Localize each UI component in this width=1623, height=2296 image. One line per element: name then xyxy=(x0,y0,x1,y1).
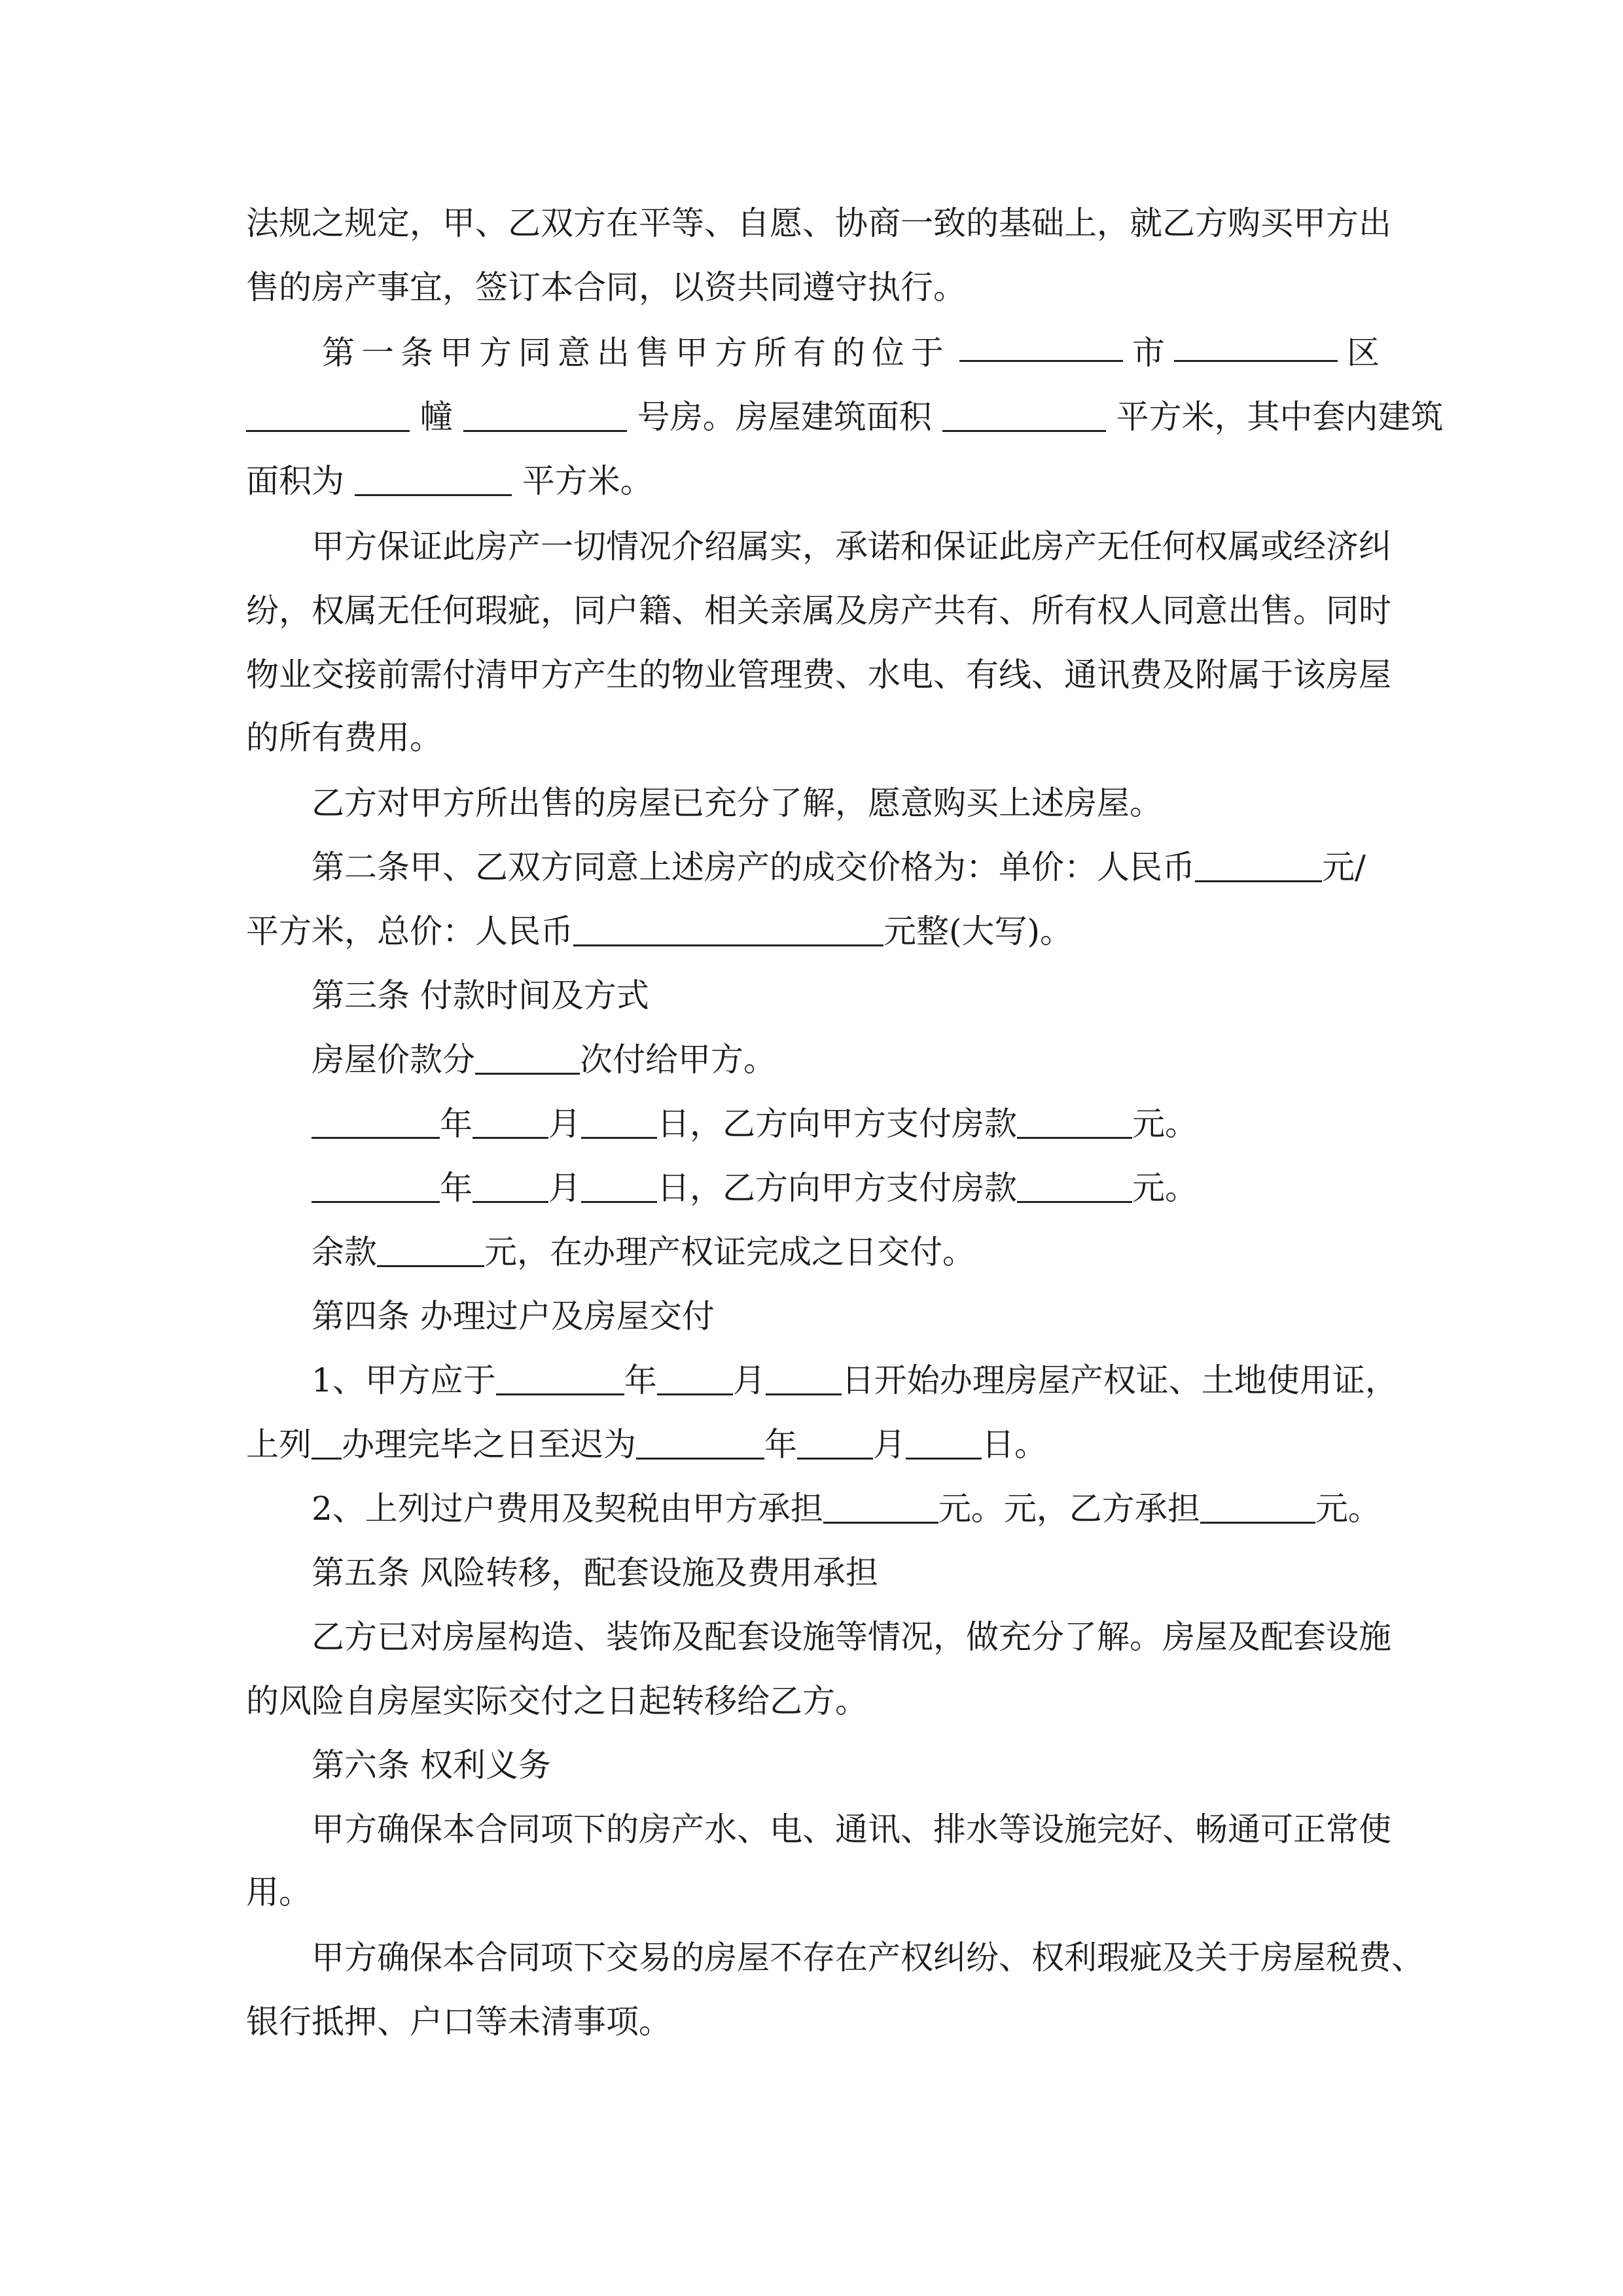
installments-text-b: 次付给甲方。 xyxy=(580,1041,776,1079)
seller-fee-yuan: 元。 xyxy=(938,1490,1004,1528)
payment1-yuan: 元。 xyxy=(1132,1105,1198,1143)
payment-line-2 xyxy=(312,1165,1198,1211)
installments-line xyxy=(312,1037,776,1083)
buyer-fee-blank xyxy=(1200,1492,1315,1524)
district-blank xyxy=(1174,330,1338,362)
installments-text-a: 房屋价款分 xyxy=(312,1041,475,1079)
payment2-text: 日，乙方向甲方支付房款 xyxy=(657,1169,1017,1207)
balance-blank xyxy=(377,1235,484,1267)
article4-item1-line-1 xyxy=(312,1357,1398,1403)
article1-text-inner-area: 面积为 xyxy=(246,462,344,500)
article1-text-building: 幢 xyxy=(419,398,453,436)
installments-blank xyxy=(475,1043,580,1075)
seller-fee-blank xyxy=(823,1492,938,1524)
item1-short-blank xyxy=(312,1427,342,1460)
article2-text-b: 元/ xyxy=(1322,848,1366,886)
article2-text-a: 第二条甲、乙双方同意上述房产的成交价格为：单价：人民币 xyxy=(312,848,1195,886)
guarantee-line-3: 物业交接前需付清甲方产生的物业管理费、水电、有线、通讯费及附属于该房屋 xyxy=(246,656,1391,694)
item1-text-b: 日开始办理房屋产权证、土地使用证， xyxy=(841,1361,1398,1399)
item2-text-a: 2、上列过户费用及契税由甲方承担 xyxy=(312,1490,823,1528)
total-price-blank xyxy=(573,914,883,946)
item1-year-blank xyxy=(496,1363,624,1395)
payment1-text: 日，乙方向甲方支付房款 xyxy=(657,1105,1017,1143)
payment2-year-label: 年 xyxy=(440,1169,473,1207)
article4-title: 第四条 办理过户及房屋交付 xyxy=(312,1297,715,1335)
article1-text-district: 区 xyxy=(1347,334,1380,372)
article6-p1-line-2: 用。 xyxy=(246,1873,312,1911)
article6-p2-line-2: 银行抵押、户口等未清事项。 xyxy=(246,2003,671,2041)
item1-end-day-blank xyxy=(906,1427,982,1460)
article2-line-1 xyxy=(312,844,1366,890)
item1-text-c: 上列 xyxy=(246,1426,312,1463)
balance-text-b: 元，在办理产权证完成之日交付。 xyxy=(484,1233,975,1271)
city-blank xyxy=(959,330,1123,362)
article5-title: 第五条 风险转移，配套设施及费用承担 xyxy=(312,1554,878,1592)
article1-text-a: 第一条甲方同意出售甲方所有的位于 xyxy=(322,334,950,372)
article1-text-area: 号房。房屋建筑面积 xyxy=(637,398,932,436)
unit-price-blank xyxy=(1195,850,1322,882)
payment2-year-blank xyxy=(312,1171,440,1203)
item1-text-a: 1、甲方应于 xyxy=(312,1361,496,1399)
payment2-amount-blank xyxy=(1017,1171,1132,1203)
article6-p2-line-1: 甲方确保本合同项下交易的房屋不存在产权纠纷、权利瑕疵及关于房屋税费、 xyxy=(312,1939,1424,1977)
article2-line-2 xyxy=(246,908,1073,954)
payment2-month-blank xyxy=(473,1171,548,1203)
guarantee-line-4: 的所有费用。 xyxy=(246,719,442,757)
intro-line-1: 法规之规定，甲、乙双方在平等、自愿、协商一致的基础上，就乙方购买甲方出 xyxy=(246,204,1391,242)
payment2-day-blank xyxy=(581,1171,657,1203)
item1-end-year-blank xyxy=(636,1427,764,1460)
payment2-yuan: 元。 xyxy=(1132,1169,1198,1207)
item1-text-d: 办理完毕之日至迟为 xyxy=(342,1426,636,1463)
article1-line-2 xyxy=(246,394,1444,440)
article4-item1-line-2 xyxy=(246,1422,1047,1467)
article5-line-1: 乙方已对房屋构造、装饰及配套设施等情况，做充分了解。房屋及配套设施 xyxy=(312,1618,1391,1656)
article6-title: 第六条 权利义务 xyxy=(312,1746,551,1784)
area-blank xyxy=(942,400,1106,432)
balance-text-a: 余款 xyxy=(312,1233,377,1271)
payment1-amount-blank xyxy=(1017,1107,1132,1139)
article1-text-inner: 平方米，其中套内建筑 xyxy=(1116,398,1444,436)
article1-line-3 xyxy=(246,458,653,504)
balance-line xyxy=(312,1229,975,1275)
payment-line-1 xyxy=(312,1101,1198,1147)
item1-end-month-label: 月 xyxy=(873,1426,906,1463)
guarantee-line-1: 甲方保证此房产一切情况介绍属实，承诺和保证此房产无任何权属或经济纠 xyxy=(312,528,1391,565)
article1-text-city: 市 xyxy=(1132,334,1165,372)
item1-day-blank xyxy=(766,1363,842,1395)
inner-area-blank xyxy=(355,464,512,496)
intro-line-2: 售的房产事宜，签订本合同，以资共同遵守执行。 xyxy=(246,268,966,306)
article3-title: 第三条 付款时间及方式 xyxy=(312,977,649,1014)
buyer-ack: 乙方对甲方所出售的房屋已充分了解，愿意购买上述房屋。 xyxy=(312,784,1162,822)
article2-text-c: 平方米，总价：人民币 xyxy=(246,912,573,950)
article4-item2-line xyxy=(312,1486,1381,1532)
item1-year-label: 年 xyxy=(624,1361,657,1399)
article1-text-sqm: 平方米。 xyxy=(522,462,653,500)
item1-month-label: 月 xyxy=(732,1361,766,1399)
item2-text-b: 元，乙方承担 xyxy=(1003,1490,1200,1528)
building-blank xyxy=(463,400,627,432)
payment1-month-label: 月 xyxy=(548,1105,581,1143)
item1-end-month-blank xyxy=(797,1427,873,1460)
payment1-year-label: 年 xyxy=(440,1105,473,1143)
item1-month-blank xyxy=(657,1363,733,1395)
article2-text-d: 元整(大写)。 xyxy=(883,912,1073,950)
payment1-month-blank xyxy=(473,1107,548,1139)
article6-p1-line-1: 甲方确保本合同项下的房产水、电、通讯、排水等设施完好、畅通可正常使 xyxy=(312,1810,1391,1848)
item1-end-day-label: 日。 xyxy=(982,1426,1047,1463)
guarantee-line-2: 纷，权属无任何瑕疵，同户籍、相关亲属及房产共有、所有权人同意出售。同时 xyxy=(246,592,1391,630)
buyer-fee-yuan: 元。 xyxy=(1315,1490,1381,1528)
payment1-day-blank xyxy=(581,1107,657,1139)
article1-line-1 xyxy=(322,330,1380,376)
payment1-year-blank xyxy=(312,1107,440,1139)
item1-end-year-label: 年 xyxy=(764,1426,797,1463)
payment2-month-label: 月 xyxy=(548,1169,581,1207)
street-blank xyxy=(246,400,410,432)
article5-line-2: 的风险自房屋实际交付之日起转移给乙方。 xyxy=(246,1682,868,1720)
